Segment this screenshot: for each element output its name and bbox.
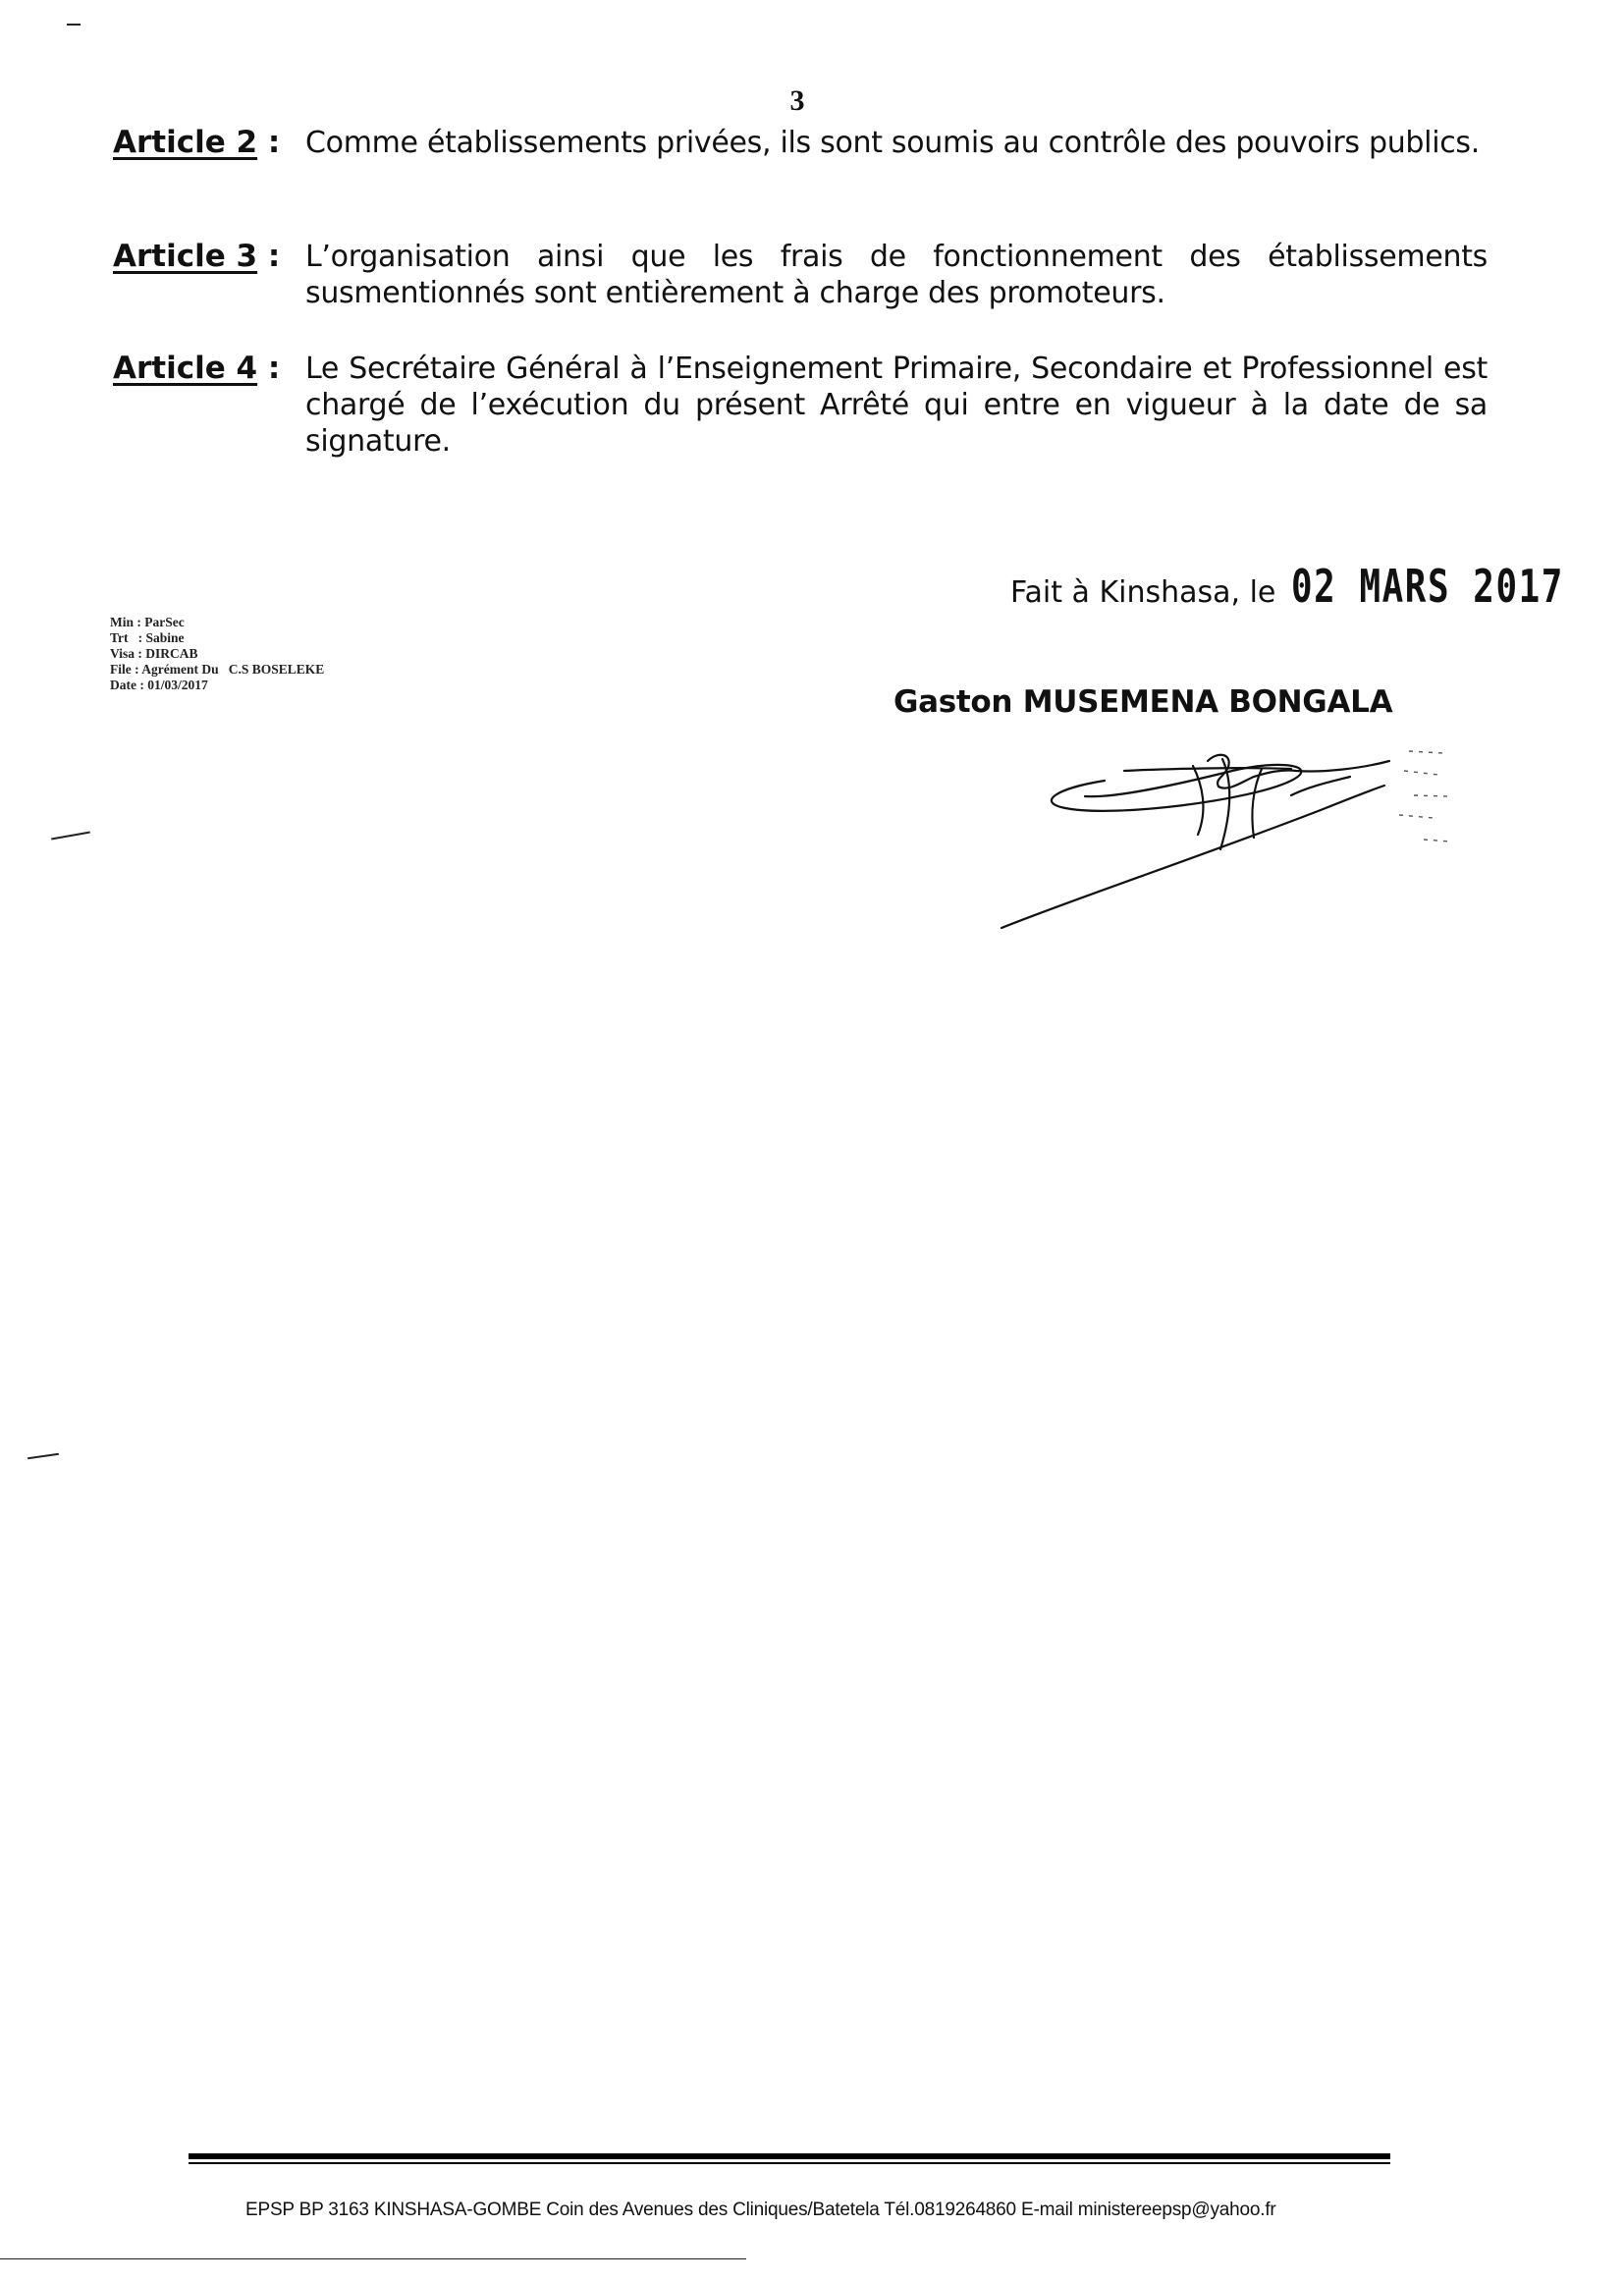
reference-line: Trt : Sabine: [110, 630, 185, 645]
scan-speck: [27, 1453, 59, 1459]
article-label: Article 4 :: [113, 351, 281, 386]
article-text: L’organisation ainsi que les frais de fonctionnement des établissements susmentionnés sont entièrement à charge des promoteurs.: [305, 240, 1488, 310]
handwritten-signature: [997, 741, 1458, 938]
reference-line: Visa : DIRCAB: [110, 646, 198, 661]
footer-rule-thin: [189, 2162, 1390, 2164]
page-number: 3: [789, 84, 805, 117]
article-text: Comme établissements privées, ils sont soumis au contrôle des pouvoirs publics.: [305, 126, 1481, 160]
place-and-date: [1010, 560, 1624, 613]
signatory-name: Gaston MUSEMENA BONGALA: [893, 684, 1393, 720]
footer-address: EPSP BP 3163 KINSHASA-GOMBE Coin des Avenues des Cliniques/Batetela Tél.0819264860 E-mail ministereepsp@yahoo.fr: [245, 2200, 1276, 2220]
scan-speck: [67, 24, 81, 26]
scan-edge-line: [0, 2258, 746, 2259]
article-label: Article 3 :: [113, 239, 281, 274]
article-label: Article 2 :: [113, 125, 281, 160]
date-stamp: 02 MARS 2017: [1290, 560, 1564, 613]
article-text: Le Secrétaire Général à l’Enseignement Primaire, Secondaire et Professionnel est chargé de l’exécution du présent Arrêté qui entre en vigueur à la date de sa signature.: [305, 352, 1488, 459]
reference-line: Date : 01/03/2017: [110, 678, 208, 692]
scan-speck: [51, 832, 90, 841]
reference-line: Min : ParSec: [110, 615, 185, 629]
place-text: Fait à Kinshasa, le: [1010, 575, 1276, 610]
footer-rule-thick: [189, 2153, 1390, 2159]
reference-block: [110, 615, 324, 693]
reference-line: File : Agrément Du C.S BOSELEKE: [110, 662, 325, 677]
